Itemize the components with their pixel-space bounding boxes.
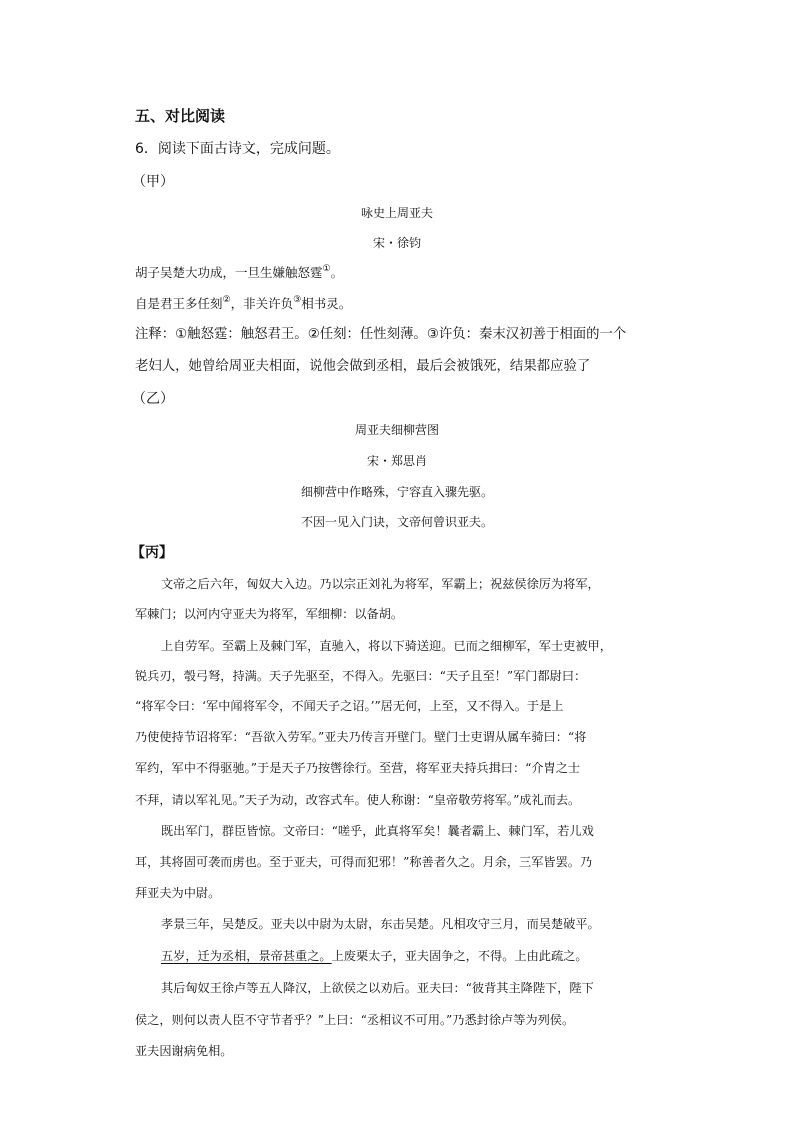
note-marker-2: ② <box>222 295 231 305</box>
passage-bing-label: 【丙】 <box>131 545 173 561</box>
poem-jia-line-1 <box>135 264 344 280</box>
bing-p4-line-1: 孝景三年，吴楚反。亚夫以中尉为太尉，东击吴楚。凡相攻守三月，而吴楚破平。 <box>161 917 600 931</box>
poem-yi-author: 宋・郑思肖 <box>366 454 427 468</box>
bing-p1-line-1: 文帝之后六年，匈奴大入边。乃以宗正刘礼为将军，军霸上；祝兹侯徐厉为将军， <box>161 577 600 591</box>
bing-p2-line-1: 上自劳军。至霸上及棘门军，直驰入，将以下骑送迎。已而之细柳军，军士吏被甲， <box>161 639 612 653</box>
bing-p2-line-5: 军约，军中不得驱驰。”于是天子乃按辔徐行。至营，将军亚夫持兵揖曰：“介胄之士 <box>135 761 581 775</box>
poem-jia-line-1-text: 胡子吴楚大功成，一旦生嫌触怒霆 <box>135 265 323 280</box>
bing-p3-line-3: 拜亚夫为中尉。 <box>135 886 221 900</box>
bing-p6-line-3: 亚夫因谢病免相。 <box>135 1044 233 1058</box>
poem-jia-line-2-text-b: ，非关许负 <box>230 296 294 311</box>
bing-p1-line-2: 军棘门；以河内守亚夫为将军，军细柳：以备胡。 <box>135 607 404 621</box>
bing-p5-rest: 上废栗太子，亚夫固争之，不得。上由此疏之。 <box>331 949 588 963</box>
poem-yi-title: 周亚夫细柳营图 <box>354 423 439 437</box>
underlined-sentence: 五岁，迁为丞相，景帝甚重之。 <box>161 949 332 963</box>
poem-jia-title: 咏史上周亚夫 <box>360 206 433 220</box>
bing-p2-line-4: 乃使使持节诏将军：“吾欲入劳军。”亚夫乃传言开壁门。壁门士吏谓从属车骑曰：“将 <box>135 730 587 744</box>
poem-yi-line-1: 细柳营中作略殊，宁容直入骤先驱。 <box>300 485 493 499</box>
poem-jia-line-2 <box>135 295 352 311</box>
bing-p2-line-3: “将军令曰：‘军中闻将军令，不闻天子之诏。’”居无何，上至，又不得入。于是上 <box>135 699 564 713</box>
poem-jia-line-1-end: 。 <box>330 265 344 280</box>
section-heading: 五、对比阅读 <box>135 107 226 125</box>
question-prompt: 6．阅读下面古诗文，完成问题。 <box>135 141 340 157</box>
poem-jia-line-2-text-a: 自是君王多任刻 <box>135 296 223 311</box>
poem-jia-line-2-text-c: 相书灵。 <box>301 296 352 311</box>
note-marker-3: ③ <box>293 295 302 305</box>
passage-jia-label: （甲） <box>132 174 174 190</box>
bing-p6-line-2: 侯之，则何以责人臣不守节者乎？”上曰：“丞相议不可用。”乃悉封徐卢等为列侯。 <box>135 1013 575 1027</box>
annotation-line-2: 老妇人，她曾给周亚夫相面，说他会做到丞相，最后会被饿死，结果都应验了 <box>135 359 591 374</box>
passage-yi-label: （乙） <box>132 391 174 407</box>
bing-p5-line-1 <box>161 950 588 962</box>
bing-p3-line-1: 既出军门，群臣皆惊。文帝曰：“嗟乎，此真将军矣！曩者霸上、棘门军，若儿戏 <box>161 824 594 838</box>
note-marker-1: ① <box>322 264 331 274</box>
bing-p2-line-6: 不拜，请以军礼见。”天子为动，改容式车。使人称谢：“皇帝敬劳将军。”成礼而去。 <box>135 793 581 807</box>
poem-jia-author: 宋・徐钧 <box>372 236 421 250</box>
bing-p6-line-1: 其后匈奴王徐卢等五人降汉，上欲侯之以劝后。亚夫曰：“彼背其主降陛下，陛下 <box>161 981 594 995</box>
bing-p3-line-2: 耳，其将固可袭而虏也。至于亚夫，可得而犯邪！”称善者久之。月余，三军皆罢。乃 <box>135 855 593 869</box>
poem-yi-line-2: 不因一见入门诀，文帝何曾识亚夫。 <box>300 515 493 529</box>
bing-p2-line-2: 锐兵刃，彀弓弩，持满。天子先驱至，不得入。先驱曰：“天子且至！”军门都尉曰： <box>135 669 587 683</box>
annotation-line-1: 注释：①触怒霆：触怒君王。②任刻：任性刻薄。③许负：秦末汉初善于相面的一个 <box>135 327 627 342</box>
